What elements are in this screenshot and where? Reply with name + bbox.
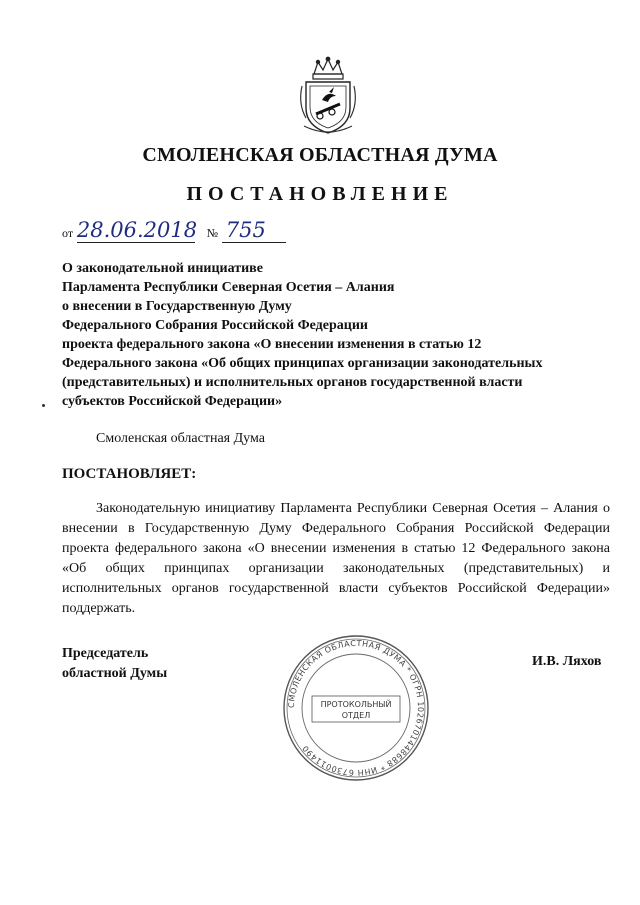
date-number-line bbox=[62, 218, 286, 243]
subject-line: проекта федерального закона «О внесении изменения в статью 12 bbox=[62, 337, 482, 352]
document-type-heading: ПОСТАНОВЛЕНИЕ bbox=[186, 183, 454, 205]
preamble-text: Смоленская областная Дума bbox=[96, 431, 265, 446]
subject-line: субъектов Российской Федерации» bbox=[62, 394, 283, 409]
subject-line: о внесении в Государственную Думу bbox=[62, 299, 292, 314]
date-prefix: от bbox=[62, 226, 74, 240]
decree-heading: ПОСТАНОВЛЯЕТ: bbox=[62, 466, 197, 482]
subject-line: (представительных) и исполнительных органов государственной власти bbox=[62, 375, 523, 390]
stray-mark bbox=[42, 404, 45, 407]
number-value: 755 bbox=[222, 218, 286, 243]
official-stamp bbox=[280, 632, 432, 784]
date-value: 28.06.2018 bbox=[76, 218, 198, 242]
stamp-center-line: ПРОТОКОЛЬНЫЙ bbox=[320, 700, 392, 709]
signer-title-line: Председатель bbox=[62, 646, 149, 661]
signer-name: И.В. Ляхов bbox=[532, 654, 602, 669]
subject-line: Парламента Республики Северная Осетия – Алания bbox=[62, 280, 395, 295]
organization-title: СМОЛЕНСКАЯ ОБЛАСТНАЯ ДУМА bbox=[142, 144, 498, 166]
document-subject bbox=[62, 259, 543, 411]
stamp-ring-text: СМОЛЕНСКАЯ ОБЛАСТНАЯ ДУМА * ОГРН 1026701448688 * ИНН 6730011490 bbox=[286, 638, 426, 778]
subject-line: Федерального закона «Об общих принципах организации законодательных bbox=[62, 356, 543, 371]
stamp-center-line: ОТДЕЛ bbox=[341, 711, 371, 720]
resolution-body: Законодательную инициативу Парламента Республики Северная Осетия – Алания о внесении в Государственную Думу Федерального Собрания Российской Федерации проекта федерального закона «О внесении изменения в статью 12 Федерального закона «Об общих принципах организации законодательных (представительных) и исполнительных органов государственной власти субъектов Российской Федерации» поддержать. bbox=[62, 501, 610, 616]
subject-line: Федерального Собрания Российской Федерации bbox=[62, 318, 368, 333]
signer-title-line: областной Думы bbox=[62, 666, 168, 681]
subject-line: О законодательной инициативе bbox=[62, 261, 263, 276]
number-prefix: № bbox=[206, 226, 219, 240]
coat-of-arms-emblem bbox=[296, 56, 360, 136]
signer-title bbox=[62, 644, 167, 684]
